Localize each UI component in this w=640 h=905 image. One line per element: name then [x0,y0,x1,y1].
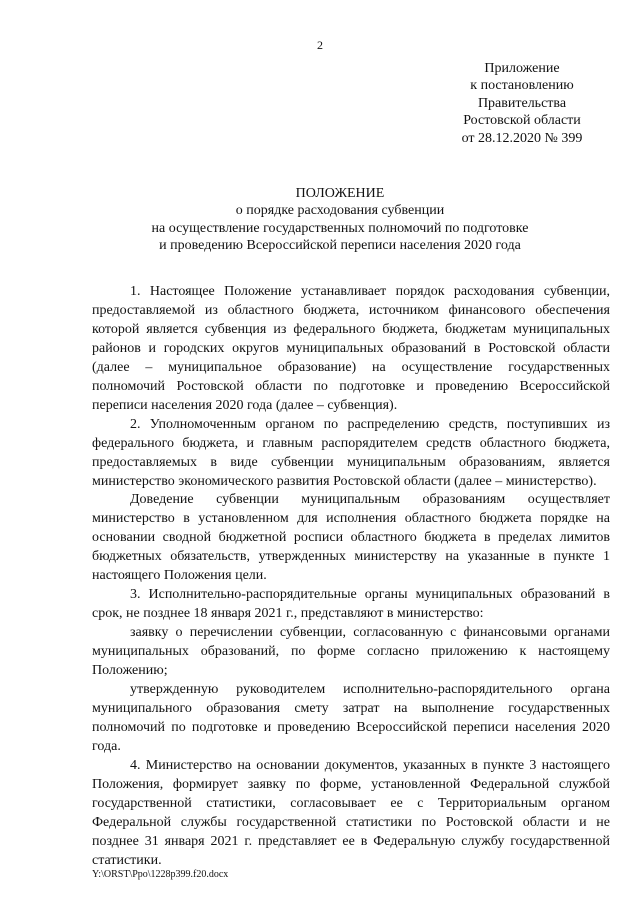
document-heading: ПОЛОЖЕНИЕ [295,186,385,201]
document-subtitle-line: на осуществление государственных полномочий по подготовке [151,220,529,236]
appendix-line: Приложение [484,61,560,76]
paragraph: 2. Уполномоченным органом по распределению средств, поступивших из федерального бюджета, и главным распорядителем средств областного бюджета, предоставляемых в виде субвенции муниципальным образованиям, является министерство экономического развития Ростовской области (далее – министерство). [92,416,610,489]
appendix-line: Ростовской области [463,113,581,129]
paragraph: 1. Настоящее Положение устанавливает порядок расходования субвенции, предоставляемой из областного бюджета, источником финансового обеспечения которой является субвенция из федерального бюджета, бюджетам муниципальных районов и городских округов муниципальных образований в Ростовской области (далее – муниципальное образование) на осуществление государственных полномочий Ростовской области по подготовке и проведению Всероссийской переписи населения 2020 года (далее – субвенция). [92,284,610,413]
page-number: 2 [317,38,323,52]
document-subtitle-line: и проведению Всероссийской переписи населения 2020 года [159,238,521,254]
paragraph: 3. Исполнительно-распорядительные органы муниципальных образований в срок, не позднее 18 января 2021 г., представляют в министерство: [92,587,610,622]
paragraph: утвержденную руководителем исполнительно-распорядительного органа муниципального образования смету затрат на выполнение государственных полномочий по подготовке и проведению Всероссийской переписи населения 2020 года. [92,682,610,754]
document-title-block [60,185,620,255]
document-subtitle-line: о порядке расходования субвенции [235,203,445,219]
file-path-footer: Y:\ORST\Ppo\1228p399.f20.docx [92,869,229,880]
paragraph: заявку о перечислении субвенции, согласованную с финансовыми органами муниципальных образований, по форме согласно приложению к настоящему Положению; [92,625,610,679]
appendix-line: Правительства [477,95,567,111]
document-body [92,283,610,871]
appendix-line: от 28.12.2020 № 399 [461,130,583,146]
appendix-line: к постановлению [470,78,574,94]
paragraph: 4. Министерство на основании документов, указанных в пункте 3 настоящего Положения, формирует заявку по форме, установленной Федеральной службой государственной статистики, согласовывает ее с Территориальным органом Федеральной службы государственной статистики по Ростовской области и не позднее 31 января 2021 г. представляет ее в Федеральную службу государственной статистики. [92,757,610,868]
appendix-block [448,60,596,147]
paragraph: Доведение субвенции муниципальным образованиям осуществляет министерство в установленном для исполнения областного бюджета порядке на основании сводной бюджетной росписи областного бюджета в пределах лимитов бюджетных обязательств, утвержденных министерству на указанные в пункте 1 настоящего Положения цели. [92,492,610,584]
